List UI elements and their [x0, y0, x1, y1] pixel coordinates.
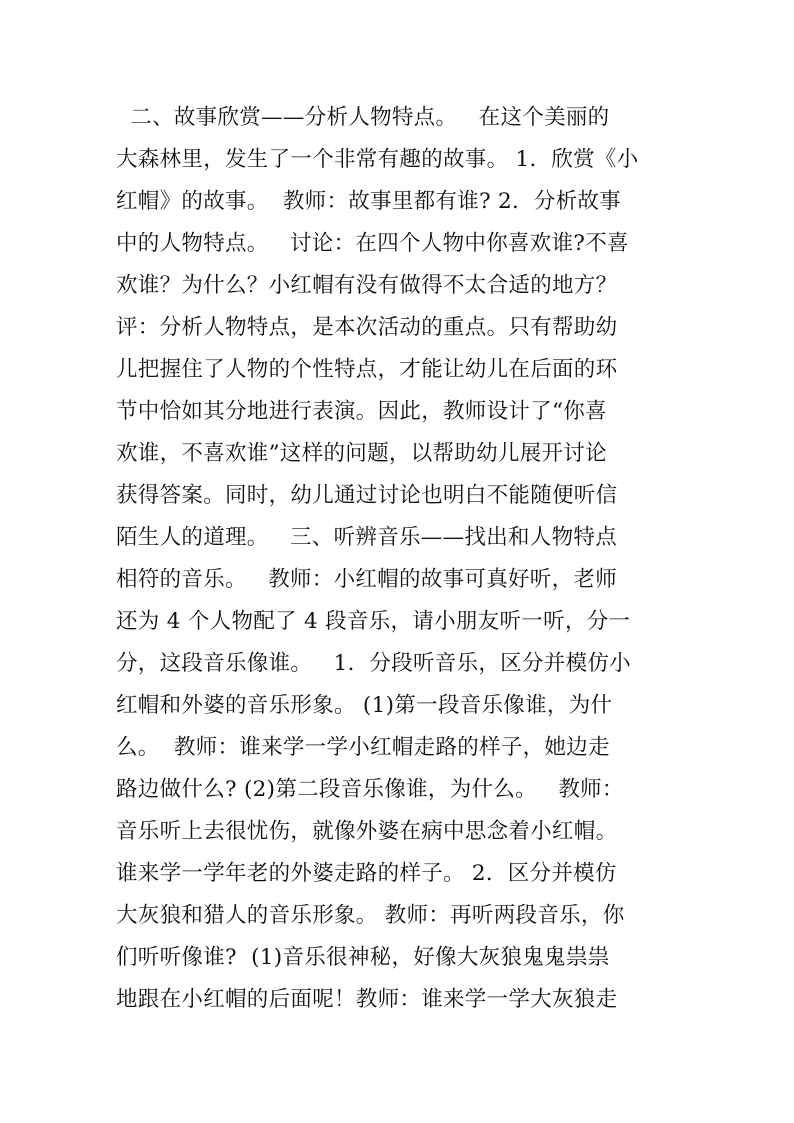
text-line: 大森林里，发生了一个非常有趣的故事。 1．欣赏《小	[116, 147, 639, 172]
text-line: 欢谁，不喜欢谁”这样的问题，以帮助幼儿展开讨论	[116, 441, 607, 466]
text-line: 大灰狼和猎人的音乐形象。 教师：再听两段音乐，你	[116, 903, 625, 928]
text-line: 陌生人的道理。 三、听辨音乐——找出和人物特点	[116, 525, 618, 550]
text-line: 儿把握住了人物的个性特点，才能让幼儿在后面的环	[116, 357, 618, 382]
text-line: 地跟在小红帽的后面呢！教师：谁来学一学大灰狼走	[116, 987, 618, 1012]
text-line: 二、故事欣赏——分析人物特点。 在这个美丽的	[116, 105, 610, 130]
text-line: 红帽》的故事。 教师：故事里都有谁? 2．分析故事	[116, 189, 622, 214]
text-line: 获得答案。同时，幼儿通过讨论也明白不能随便听信	[116, 483, 618, 508]
text-line: 还为 4 个人物配了 4 段音乐，请小朋友听一听，分一	[116, 609, 631, 634]
text-line: 节中恰如其分地进行表演。因此，教师设计了“你喜	[116, 399, 607, 424]
text-line: 评：分析人物特点，是本次活动的重点。只有帮助幼	[116, 315, 618, 340]
text-line: 们听听像谁? (1)音乐很神秘，好像大灰狼鬼鬼祟祟	[116, 945, 610, 970]
text-line: 红帽和外婆的音乐形象。 (1)第一段音乐像谁，为什	[116, 693, 613, 718]
text-line: 中的人物特点。 讨论：在四个人物中你喜欢谁?不喜	[116, 231, 629, 256]
text-line: 音乐听上去很忧伤，就像外婆在病中思念着小红帽。	[116, 819, 618, 844]
text-line: 分，这段音乐像谁。 1．分段听音乐，区分并模仿小	[116, 651, 631, 676]
text-line: 相符的音乐。 教师：小红帽的故事可真好听，老师	[116, 567, 618, 592]
body-text	[116, 97, 686, 1021]
text-line: 谁来学一学年老的外婆走路的样子。 2．区分并模仿	[116, 861, 617, 886]
text-line: 路边做什么? (2)第二段音乐像谁，为什么。 教师：	[116, 777, 624, 802]
text-line: 么。 教师：谁来学一学小红帽走路的样子，她边走	[116, 735, 610, 760]
text-line: 欢谁？为什么？小红帽有没有做得不太合适的地方？	[116, 273, 618, 298]
